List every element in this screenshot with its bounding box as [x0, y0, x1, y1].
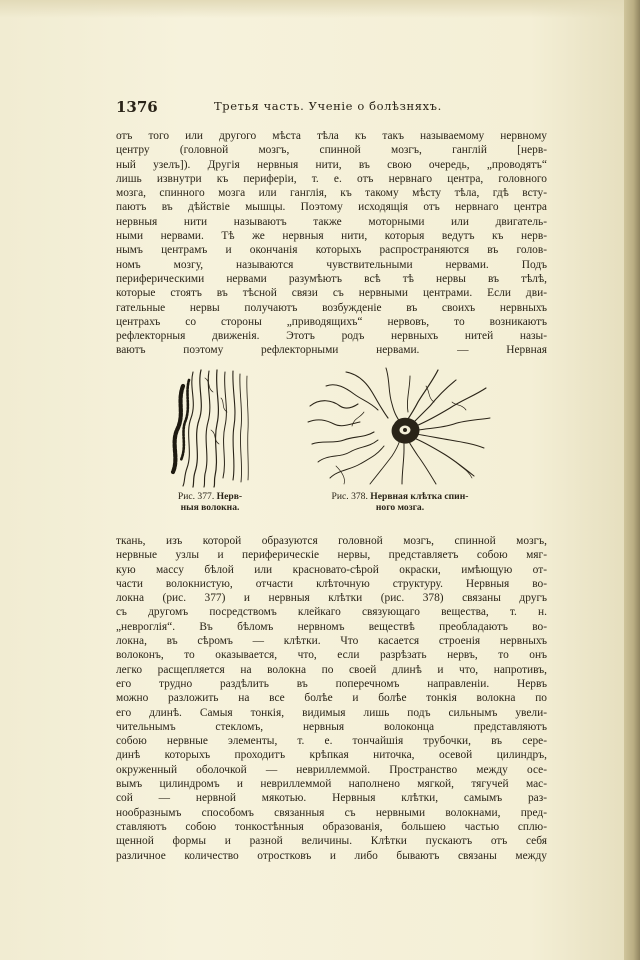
text-line: рефлекторныя движенія. Этотъ родъ нервныхъ нитей назы- — [116, 330, 547, 343]
running-head: Третья часть. Ученіе о болѣзняхъ. — [214, 99, 442, 113]
figure-378-nerve-cell — [306, 366, 492, 486]
text-line: которые стоятъ въ тѣсной связи съ нервными центрами. Если дви- — [116, 287, 547, 300]
text-line: центру (головной мозгъ, спинной мозгъ, ганглій [нерв- — [116, 144, 547, 157]
text-line: отъ того или другого мѣста тѣла къ такъ называемому нервному — [116, 130, 547, 142]
text-line: ткань, изъ которой образуются головной мозгъ, спинной мозгъ, — [116, 535, 547, 547]
text-line: локна (рис. 377) и нервныя клѣтки (рис. 378) связаны другъ — [116, 592, 547, 605]
text-line: съ другомъ посредствомъ клейкаго связующаго вещества, т. н. — [116, 606, 547, 619]
body-text-bottom — [116, 534, 547, 863]
text-line: динѣ которыхъ проходитъ крѣпкая ниточка, осевой цилиндръ, — [116, 749, 547, 762]
figure-378-title-line2: ного мозга. — [375, 502, 425, 513]
text-line: его трудно раздѣлить въ поперечномъ направленіи. Нервъ — [116, 677, 547, 690]
text-line: мозга, спинного мозга или ганглія, къ такому мѣсту тѣла, гдѣ всту- — [116, 187, 547, 200]
nerve-fibres-illustration — [163, 368, 253, 488]
text-line: нымъ центрамъ и окончанія которыхъ распространяются въ голов- — [116, 244, 547, 257]
text-line: ными нервами. Тѣ же нервныя нити, которыя ведутъ къ нерв- — [116, 230, 547, 243]
text-line: ваютъ поэтому рефлекторными нервами. — Нервная — [116, 344, 547, 357]
page-shadow — [0, 0, 624, 18]
text-line: кую массу бѣлой или красновато-сѣрой окраски, имѣющую от- — [116, 563, 547, 576]
text-line: центрахъ со стороны „приводящихъ“ нервовъ, то возникаютъ — [116, 315, 547, 328]
figure-378-caption — [300, 491, 500, 513]
text-line: лишь извнутри къ периферіи, т. е. отъ нервнаго центра, головного — [116, 172, 547, 185]
text-line: ставляютъ собою тонкостѣнныя образованія, большею частью сплю- — [116, 820, 547, 833]
text-line: легко расщепляется на волокна по своей длинѣ и что, напротивъ, — [116, 663, 547, 676]
figure-377-title-line2: ныя волокна. — [180, 502, 240, 513]
text-line: номъ мозгу, называются чувствительными нервами. Подъ — [116, 258, 547, 271]
text-line: части волокнистую, отчасти клѣточную структуру. Нервныя во- — [116, 577, 547, 590]
nerve-cell-illustration — [306, 366, 492, 486]
text-line: нообразнымъ способомъ связанныя съ нервными волокнами, пред- — [116, 806, 547, 819]
page-header — [116, 98, 546, 118]
text-line: окруженный оболочкой — невриллеммой. Пространство между осе- — [116, 763, 547, 776]
text-line: собою нервные элементы, т. е. тончайшія трубочки, въ серe- — [116, 735, 547, 748]
text-line: сой — нервной мякотью. Нервныя клѣтки, самымъ раз- — [116, 792, 547, 805]
text-line: „невроглія“. Въ бѣломъ нервномъ веществѣ преобладаютъ во- — [116, 620, 547, 633]
text-line: щенной формы и разной величины. Клѣтки пускаютъ отъ себя — [116, 835, 547, 848]
text-line: ный узелъ]). Другія нервныя нити, въ свою очередь, „проводятъ“ — [116, 158, 547, 171]
figure-377-number: Рис. 377. — [177, 491, 215, 502]
figure-377-caption — [160, 491, 260, 513]
figure-378-title-line1: Нервная клѣтка спин- — [370, 491, 469, 502]
page-number: 1376 — [116, 98, 158, 116]
figure-377-title-line1: Нерв- — [216, 491, 243, 502]
figure-377-nerve-fibres — [163, 368, 253, 488]
body-text-top — [116, 129, 547, 358]
text-line: нервные узлы и периферическіе нервы, представляетъ собою мяг- — [116, 549, 547, 562]
text-line: его длинѣ. Самыя тонкія, видимыя лишь подъ сильнымъ увели- — [116, 706, 547, 719]
text-line: паютъ въ дѣйствіе мышцы. Поэтому исходящія отъ нервнаго центра — [116, 201, 547, 214]
text-line: волоконъ, то оказывается, что, если разрѣзать нервъ, то онъ — [116, 649, 547, 662]
text-line: гательные нервы получаютъ возбужденіе въ своихъ нервныхъ — [116, 301, 547, 314]
text-line: локна, въ сѣромъ — клѣтки. Что касается строенія нервныхъ — [116, 635, 547, 648]
page-edge — [624, 0, 640, 960]
text-line: вымъ цилиндромъ и невриллеммой наполнено мягкой, тягучей мас- — [116, 778, 547, 791]
figure-378-number: Рис. 378. — [331, 491, 368, 502]
text-line: можно разложить на все болѣе и болѣе тонкія волокна по — [116, 692, 547, 705]
text-line: чительнымъ стекломъ, нервныя волоконца представляютъ — [116, 720, 547, 733]
text-line: нервныя нити называютъ также моторными или двигатель- — [116, 215, 547, 228]
text-line: различное количество отростковъ и либо бываютъ связаны между — [116, 849, 547, 862]
text-line: периферическими нервами разумѣютъ всѣ тѣ нервы въ тѣлѣ, — [116, 272, 547, 285]
